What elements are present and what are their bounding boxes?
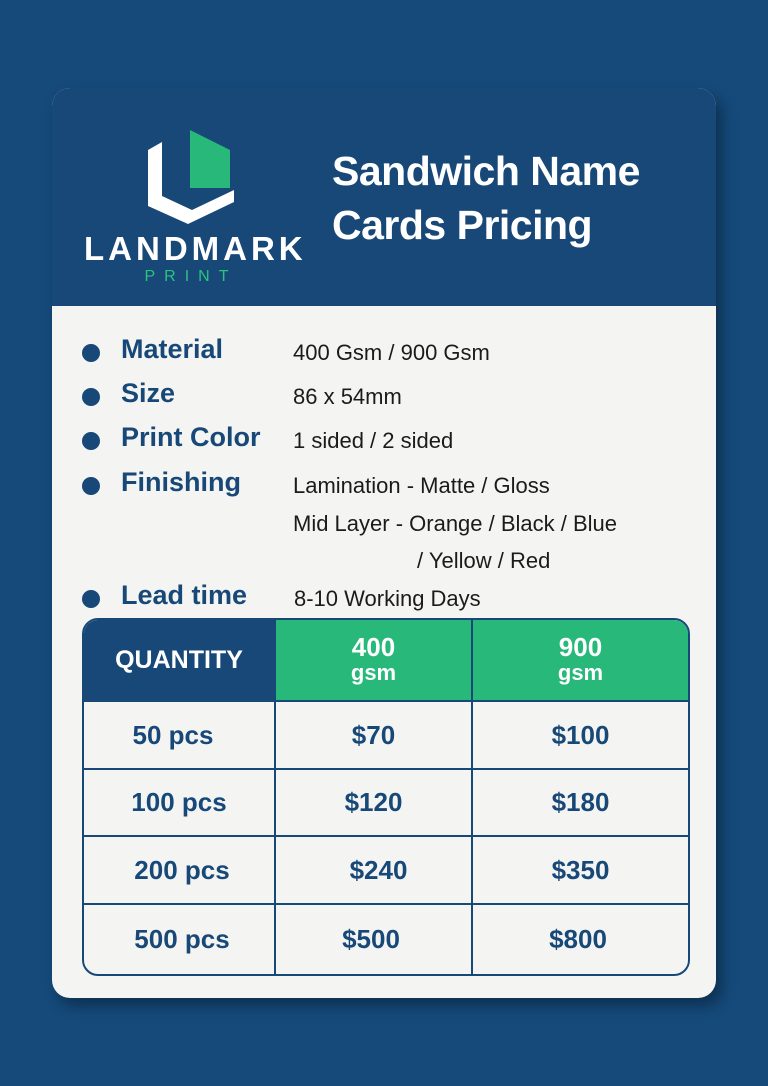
spec-label: Finishing (121, 467, 241, 497)
table-cell-qty: 200 pcs (134, 854, 230, 885)
title-line-2: Cards Pricing (332, 202, 593, 248)
header-900gsm (473, 620, 688, 700)
bullet-icon (82, 590, 100, 608)
table-cell-price-900: $100 (551, 719, 610, 750)
spec-print-color (82, 420, 702, 460)
spec-value-line-3: / Yellow / Red (417, 548, 551, 573)
title-line-1: Sandwich Name (332, 148, 640, 194)
header-900gsm-value: 900 (558, 632, 603, 662)
table-cell-price-400: $120 (344, 787, 403, 817)
table-cell-qty: 100 pcs (131, 787, 227, 817)
spec-value: Lamination - Matte / Gloss (293, 473, 550, 498)
header-quantity: QUANTITY (84, 620, 274, 700)
table-cell-price-400: $70 (351, 719, 396, 750)
header-400gsm-value: 400 (351, 632, 396, 662)
bullet-icon (82, 432, 100, 450)
header-400gsm-unit: gsm (350, 660, 397, 685)
spec-value: 400 Gsm / 900 Gsm (293, 340, 490, 365)
header-900gsm-unit: gsm (557, 660, 604, 685)
table-cell-price-400: $500 (342, 924, 400, 954)
page-title (332, 144, 640, 252)
spec-lead-time (82, 578, 702, 618)
spec-value-line-2: Mid Layer - Orange / Black / Blue (293, 511, 618, 536)
bullet-icon (82, 344, 100, 362)
table-cell-price-900: $350 (551, 854, 610, 885)
table-cell-qty: 50 pcs (132, 719, 214, 750)
bullet-icon (82, 388, 100, 406)
table-cell-price-400: $240 (349, 854, 408, 885)
spec-value: 86 x 54mm (293, 384, 402, 409)
table-cell-price-900: $800 (549, 924, 607, 954)
spec-size (82, 376, 702, 416)
spec-value: 8-10 Working Days (294, 586, 481, 611)
spec-label: Lead time (121, 580, 248, 610)
header-400gsm (276, 620, 471, 700)
spec-finishing (82, 465, 702, 575)
brand-subtitle: PRINT (144, 268, 238, 285)
landmark-logo-icon (148, 130, 234, 226)
spec-label: Material (121, 334, 224, 364)
brand-name: LANDMARK (84, 230, 307, 267)
spec-material (82, 332, 702, 372)
table-cell-qty: 500 pcs (134, 924, 230, 954)
spec-label: Size (121, 378, 176, 408)
card-header (52, 88, 716, 306)
table-cell-price-900: $180 (551, 787, 610, 817)
bullet-icon (82, 477, 100, 495)
pricing-table (82, 618, 690, 976)
spec-value: 1 sided / 2 sided (293, 428, 454, 453)
pricing-card (52, 88, 716, 998)
spec-label: Print Color (121, 422, 261, 452)
